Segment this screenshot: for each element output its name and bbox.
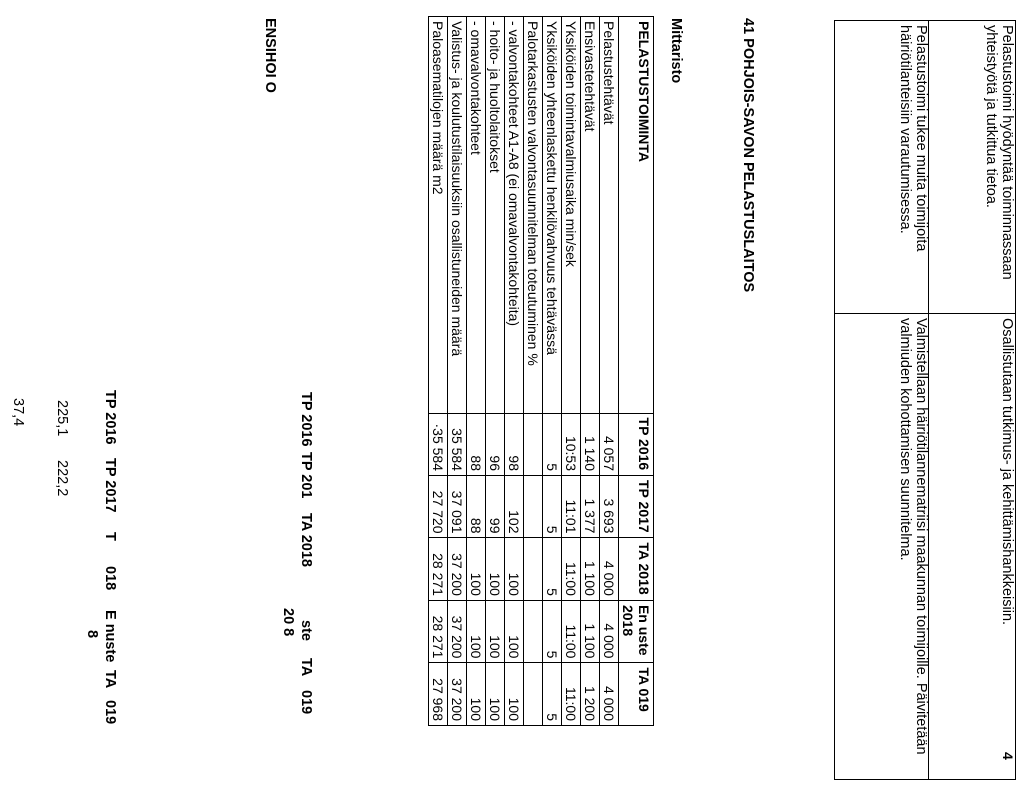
cell: 96 — [486, 413, 505, 475]
cell: 11:00 — [562, 663, 581, 726]
cell: 1 100 — [581, 538, 600, 600]
table-row — [505, 17, 524, 726]
lower-header: T — [102, 532, 118, 541]
cell: 100 — [505, 600, 524, 662]
cell: 100 — [486, 663, 505, 726]
lower-left-label: ENSIHOI O — [262, 18, 278, 93]
cell: 88 — [467, 413, 486, 475]
cell: 100 — [467, 538, 486, 600]
cell — [524, 600, 543, 662]
lower-header: 019 — [102, 700, 118, 725]
cell: 10:53 — [562, 413, 581, 475]
table-header: TA 2018 — [619, 538, 654, 600]
cell: 1 377 — [581, 476, 600, 538]
cell: 5 — [543, 476, 562, 538]
table-row — [543, 17, 562, 726]
table-row — [448, 17, 467, 726]
cell — [524, 538, 543, 600]
cell: 100 — [467, 600, 486, 662]
cell: 5 — [543, 663, 562, 726]
table-header: TP 2017 — [619, 476, 654, 538]
table-row — [467, 17, 486, 726]
section-title: 41 POHJOIS-SAVON PELASTUSLAITOS — [740, 18, 756, 293]
lower-header: TP 2016 — [102, 390, 118, 445]
table-row — [429, 17, 448, 726]
cell: 1 200 — [581, 663, 600, 726]
cell: 4 000 — [600, 600, 619, 662]
lower-header: TA 2018 — [298, 513, 314, 567]
cell: 11:00 — [562, 600, 581, 662]
row-label: - omavalvontakohteet — [467, 17, 486, 414]
page-number: 4 — [1000, 752, 1016, 760]
goal-text: Pelastustoimi hyödyntää toiminnassaan yhteistyötä ja tutkittua tietoa. — [983, 25, 1015, 280]
goal-text: Pelastustoimi tukee muita toimijoita häiriötilanteisiin varautumisessa. — [897, 25, 929, 252]
row-label: Pelastustehtävät — [600, 17, 619, 414]
lower-header: 8 — [84, 630, 100, 639]
cell: 37 091 — [448, 476, 467, 538]
lower-header: ste — [298, 620, 314, 641]
cell — [524, 413, 543, 475]
table-row — [600, 17, 619, 726]
cell: 11:00 — [562, 538, 581, 600]
table-header: TP 2016 — [619, 413, 654, 475]
cell — [524, 663, 543, 726]
cell: 4 057 — [600, 413, 619, 475]
lower-value: 222,2 — [54, 460, 70, 497]
cell: 5 — [543, 600, 562, 662]
lower-header: TP 2017 — [102, 458, 118, 513]
table-header: En uste 2018 — [619, 600, 654, 662]
row-label: - valvontakohteet A1-A8 (ei omavalvontakohteita) — [505, 17, 524, 414]
cell: 28 271 — [429, 538, 448, 600]
lower-header: TA — [102, 670, 118, 689]
cell: 102 — [505, 476, 524, 538]
table-row — [524, 17, 543, 726]
table-row — [581, 17, 600, 726]
lower-header: TP 201 — [298, 452, 314, 499]
cell: 28 271 — [429, 600, 448, 662]
cell: 5 — [543, 413, 562, 475]
cell: 1 140 — [581, 413, 600, 475]
cell: 27 968 — [429, 663, 448, 726]
table-header: TA 019 — [619, 663, 654, 726]
metrics-title: Mittaristo — [668, 18, 684, 84]
cell: 1 100 — [581, 600, 600, 662]
cell: 37 200 — [448, 538, 467, 600]
cell: 3 693 — [600, 476, 619, 538]
row-label: Yksiköiden yhteenlaskettu henkilövahvuus tehtävässä — [543, 17, 562, 414]
metrics-table — [428, 16, 654, 726]
cell: 27 720 — [429, 476, 448, 538]
cell: 37 200 — [448, 600, 467, 662]
action-text: Valmistellaan häiriötilannematriisi maakunnan toimijoille. Päivitetään valmiuden kohottamisen suunnitelma. — [835, 313, 929, 758]
action-text: Osallistutaan tutkimus- ja kehittämishankkeisiin. — [929, 313, 1015, 758]
cell: 4 000 — [600, 663, 619, 726]
cell: 100 — [505, 538, 524, 600]
cell: 88 — [467, 476, 486, 538]
cell: 100 — [505, 663, 524, 726]
lower-header: 20 8 — [280, 608, 296, 637]
row-label: Paloasematilojen määrä m2 — [429, 17, 448, 414]
cell: 100 — [486, 600, 505, 662]
cell: 37 200 — [448, 663, 467, 726]
table-row — [562, 17, 581, 726]
cell: 100 — [486, 538, 505, 600]
cell: 98 — [505, 413, 524, 475]
table-header-row — [619, 17, 654, 726]
row-label: - hoito- ja huoltolaitokset — [486, 17, 505, 414]
lower-header: 018 — [102, 566, 118, 591]
cell: 99 — [486, 476, 505, 538]
lower-header: TA — [298, 658, 314, 677]
goals-row — [928, 21, 1015, 779]
lower-header: 019 — [298, 690, 314, 715]
lower-value: 37,4 — [10, 398, 26, 427]
row-label: Palotarkastusten valvontasuunnitelman toteutuminen % — [524, 17, 543, 414]
cell: 5 — [543, 538, 562, 600]
cell: 11:01 — [562, 476, 581, 538]
row-label: Valistus- ja koulutustilaisuuksiin osallistuneiden määrä — [448, 17, 467, 414]
cell — [524, 476, 543, 538]
cell: 100 — [467, 663, 486, 726]
cell: ·35 584 — [429, 413, 448, 475]
cell: 35 584 — [448, 413, 467, 475]
lower-value: 225,1 — [54, 400, 70, 437]
cell: 4 000 — [600, 538, 619, 600]
lower-header: TP 2016 — [298, 392, 314, 447]
row-label: Ensivastetehtävät — [581, 17, 600, 414]
goals-row — [835, 21, 929, 779]
lower-header: E nuste — [102, 610, 118, 663]
goals-box — [834, 20, 1016, 780]
table-header: PELASTUSTOIMINTA — [619, 17, 654, 414]
table-row — [486, 17, 505, 726]
row-label: Yksiköiden toimintavalmiusaika min/sek — [562, 17, 581, 414]
